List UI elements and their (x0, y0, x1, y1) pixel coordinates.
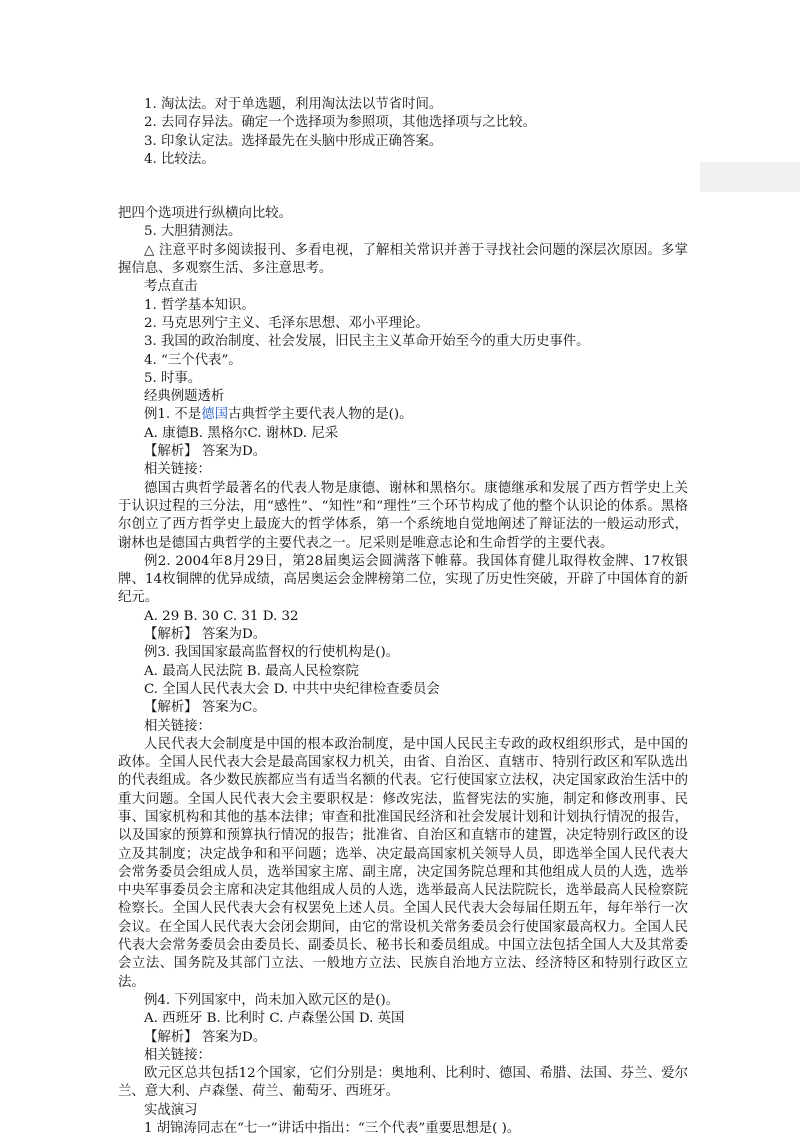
kaodian-item: 1. 哲学基本知识。 (144, 297, 255, 313)
kaodian-item: 3. 我国的政治制度、社会发展，旧民主主义革命开始至今的重大历史事件。 (144, 334, 590, 350)
example-3-question: 例3. 我国国家最高监督权的行使机构是()。 (144, 645, 400, 661)
example-2-question: 例2. 2004年8月29日，第28届奥运会圆满落下帷幕。我国体育健儿取得枚金牌、17枚银牌、14枚铜牌的优异成绩，高居奥运会金牌榜第二位，实现了历史性突破，开辟了中国体育的新纪元。 (118, 553, 688, 606)
tip-item: 4. 比较法。 (144, 151, 215, 167)
kaodian-item: 5. 时事。 (144, 370, 202, 386)
example-2-answer: 【解析】 答案为D。 (144, 627, 267, 643)
example-1-options: A. 康德B. 黑格尔C. 谢林D. 尼采 (144, 425, 339, 441)
example-2-options: A. 29 B. 30 C. 31 D. 32 (144, 608, 299, 624)
example-1-explanation: 德国古典哲学最著名的代表人物是康德、谢林和黑格尔。康德继承和发展了西方哲学史上关于认识过程的三分法，用“感性”、“知性”和“理性”三个环节构成了他的整个认识论的体系。黑格尔创立了西方哲学史上最庞大的哲学体系，第一个系统地自觉地阐述了辩证法的一般运动形式，谢林也是德国古典哲学的主要代表之一。尼采则是唯意志论和生命哲学的主要代表。 (118, 480, 688, 551)
example-3-explanation: 人民代表大会制度是中国的根本政治制度，是中国人民民主专政的政权组织形式，是中国的政体。全国人民代表大会是最高国家权力机关，由省、自治区、直辖市、特别行政区和军队选出的代表组成。各少数民族都应当有适当名额的代表。它行使国家立法权，决定国家政治生活中的重大问题。全国人民代表大会主要职权是：修改宪法，监督宪法的实施，制定和修改刑事、民事、国家机构和其他的基本法律；审查和批准国民经济和社会发展计划和计划执行情况的报告，以及国家的预算和预算执行情况的报告；批准省、自治区和直辖市的建置，决定特别行政区的设立及其制度；决定战争和和平问题；选举、决定最高国家机关领导人员，即选举全国人民代表大会常务委员会组成人员，选举国家主席、副主席，决定国务院总理和其他组成人员的人选，选举中央军事委员会主席和决定其他组成人员的人选，选举最高人民法院院长，选举最高人民检察院检察长。全国人民代表大会有权罢免上述人员。全国人民代表大会每届任期五年，每年举行一次会议。在全国人民代表大会闭会期间，由它的常设机关常务委员会行使国家最高权力。全国人民代表大会常务委员会由委员长、副委员长、秘书长和委员组成。中国立法包括全国人大及其常委会立法、国务院及其部门立法、一般地方立法、民族自治地方立法、经济特区和特别行政区立法。 (118, 736, 688, 990)
example-1-related-label: 相关链接： (144, 462, 211, 478)
section-heading-examples: 经典例题透析 (144, 389, 225, 405)
practice-question-1: 1 胡锦涛同志在“七一”讲话中指出：“三个代表”重要思想是( )。 (144, 1121, 521, 1137)
tip-item: 5. 大胆猜测法。 (144, 224, 242, 240)
germany-link[interactable]: 德国 (201, 407, 228, 423)
kaodian-item: 2. 马克思列宁主义、毛泽东思想、邓小平理论。 (144, 315, 429, 331)
example-4-explanation: 欧元区总共包括12个国家，它们分别是：奥地利、比利时、德国、希腊、法国、芬兰、爱尔兰、意大利、卢森堡、荷兰、葡萄牙、西班牙。 (118, 1066, 688, 1100)
example-1-question: 例1. 不是德国古典哲学主要代表人物的是()。 (144, 407, 413, 423)
document-body (118, 96, 688, 1138)
tip-item: 1. 淘汰法。对于单选题，利用淘汰法以节省时间。 (144, 97, 443, 112)
tip-item: 3. 印象认定法。选择最先在头脑中形成正确答案。 (144, 133, 443, 149)
compare-note: 把四个选项进行纵横向比较。 (118, 206, 293, 222)
example-3-options-cd: C. 全国人民代表大会 D. 中共中央纪律检查委员会 (144, 681, 440, 697)
section-heading-kaodian: 考点直击 (144, 279, 198, 295)
example-4-question: 例4. 下列国家中，尚未加入欧元区的是()。 (144, 992, 400, 1008)
kaodian-item: 4. “三个代表”。 (144, 352, 242, 368)
section-heading-practice: 实战演习 (144, 1102, 198, 1118)
attention-note: △ 注意平时多阅读报刊、多看电视，了解相关常识并善于寻找社会问题的深层次原因。多掌握信息、多观察生活、多注意思考。 (118, 242, 688, 277)
example-3-options-ab: A. 最高人民法院 B. 最高人民检察院 (144, 663, 359, 679)
example-4-related-label: 相关链接： (144, 1047, 211, 1063)
tip-item: 2. 去同存异法。确定一个选择项为参照项，其他选择项与之比较。 (144, 115, 536, 131)
example-3-related-label: 相关链接： (144, 718, 211, 734)
example-1-answer: 【解析】 答案为D。 (144, 444, 267, 460)
example-3-answer: 【解析】 答案为C。 (144, 700, 266, 716)
example-4-answer: 【解析】 答案为D。 (144, 1029, 267, 1045)
example-4-options: A. 西班牙 B. 比利时 C. 卢森堡公国 D. 英国 (144, 1011, 405, 1027)
gray-side-strip (700, 162, 800, 192)
